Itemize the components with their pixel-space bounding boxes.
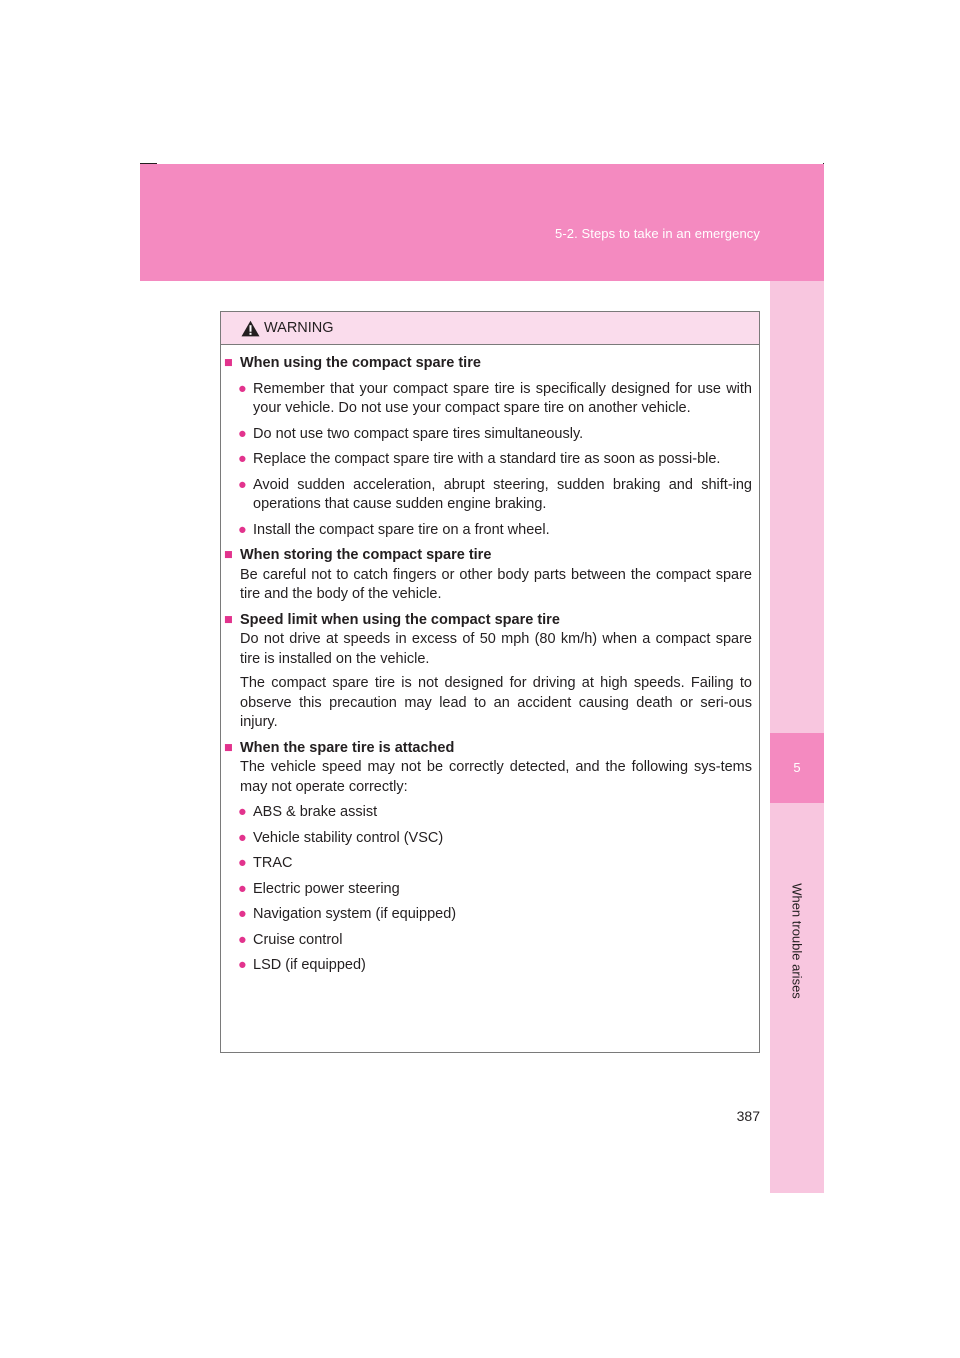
round-bullet-icon: ● — [238, 804, 247, 820]
list-item: ● Do not use two compact spare tires simultaneously. — [224, 425, 752, 445]
warning-body — [221, 345, 759, 976]
paragraph: Do not drive at speeds in excess of 50 mph (80 km/h) when a compact spare tire is installed on the vehicle. — [240, 631, 752, 667]
page-number: 387 — [736, 1108, 760, 1124]
square-bullet-icon: ■ — [224, 355, 233, 371]
list-item: ● Replace the compact spare tire with a standard tire as soon as possi-ble. — [224, 450, 752, 470]
list-item: ● Avoid sudden acceleration, abrupt steering, sudden braking and shift-ing operations that cause sudden engine braking. — [224, 476, 752, 515]
list-item: ● TRAC — [224, 854, 752, 874]
list-item: ● Electric power steering — [224, 880, 752, 900]
warning-header — [221, 312, 759, 345]
paragraph: Be careful not to catch fingers or other body parts between the compact spare tire and the body of the vehicle. — [240, 566, 752, 602]
round-bullet-icon: ● — [238, 521, 247, 538]
square-bullet-icon: ■ — [224, 739, 233, 756]
round-bullet-icon: ● — [238, 380, 247, 397]
warning-title: WARNING — [264, 320, 334, 336]
section-heading: ■ When storing the compact spare tire — [224, 546, 752, 566]
round-bullet-icon: ● — [238, 855, 247, 871]
section-title: 5-2. Steps to take in an emergency — [554, 226, 760, 241]
round-bullet-icon: ● — [238, 425, 247, 442]
list-item: ● Remember that your compact spare tire is specifically designed for use with your vehicle. Do not use your compact spare tire on another vehicle. — [224, 380, 752, 419]
round-bullet-icon: ● — [238, 476, 247, 493]
list-item: ● ABS & brake assist — [224, 803, 752, 823]
round-bullet-icon: ● — [238, 906, 247, 922]
paragraph: The compact spare tire is not designed for driving at high speeds. Failing to observe this precaution may lead to an accident causing death or seri-ous injury. — [240, 675, 752, 730]
square-bullet-icon: ■ — [224, 611, 233, 628]
round-bullet-icon: ● — [238, 957, 247, 973]
list-item: ● Navigation system (if equipped) — [224, 905, 752, 925]
list-item: ● Vehicle stability control (VSC) — [224, 829, 752, 849]
section-heading: ■ Speed limit when using the compact spare tire — [224, 611, 752, 631]
section-heading: ■ When the spare tire is attached — [224, 739, 752, 759]
chapter-side-tab — [770, 281, 824, 1193]
section-heading: ■ When using the compact spare tire — [224, 354, 752, 374]
list-item: ● Cruise control — [224, 931, 752, 951]
square-bullet-icon: ■ — [224, 547, 233, 563]
round-bullet-icon: ● — [238, 880, 247, 897]
chapter-title: When trouble arises — [789, 883, 805, 999]
round-bullet-icon: ● — [238, 451, 247, 467]
paragraph: The vehicle speed may not be correctly detected, and the following sys-tems may not operate correctly: — [240, 759, 752, 795]
warning-triangle-icon — [241, 320, 260, 337]
page-header — [140, 164, 824, 281]
chapter-number: 5 — [770, 733, 824, 803]
list-item: ● LSD (if equipped) — [224, 956, 752, 976]
list-item: ● Install the compact spare tire on a front wheel. — [224, 521, 752, 541]
round-bullet-icon: ● — [238, 829, 247, 846]
round-bullet-icon: ● — [238, 931, 247, 948]
warning-box — [220, 311, 760, 1053]
